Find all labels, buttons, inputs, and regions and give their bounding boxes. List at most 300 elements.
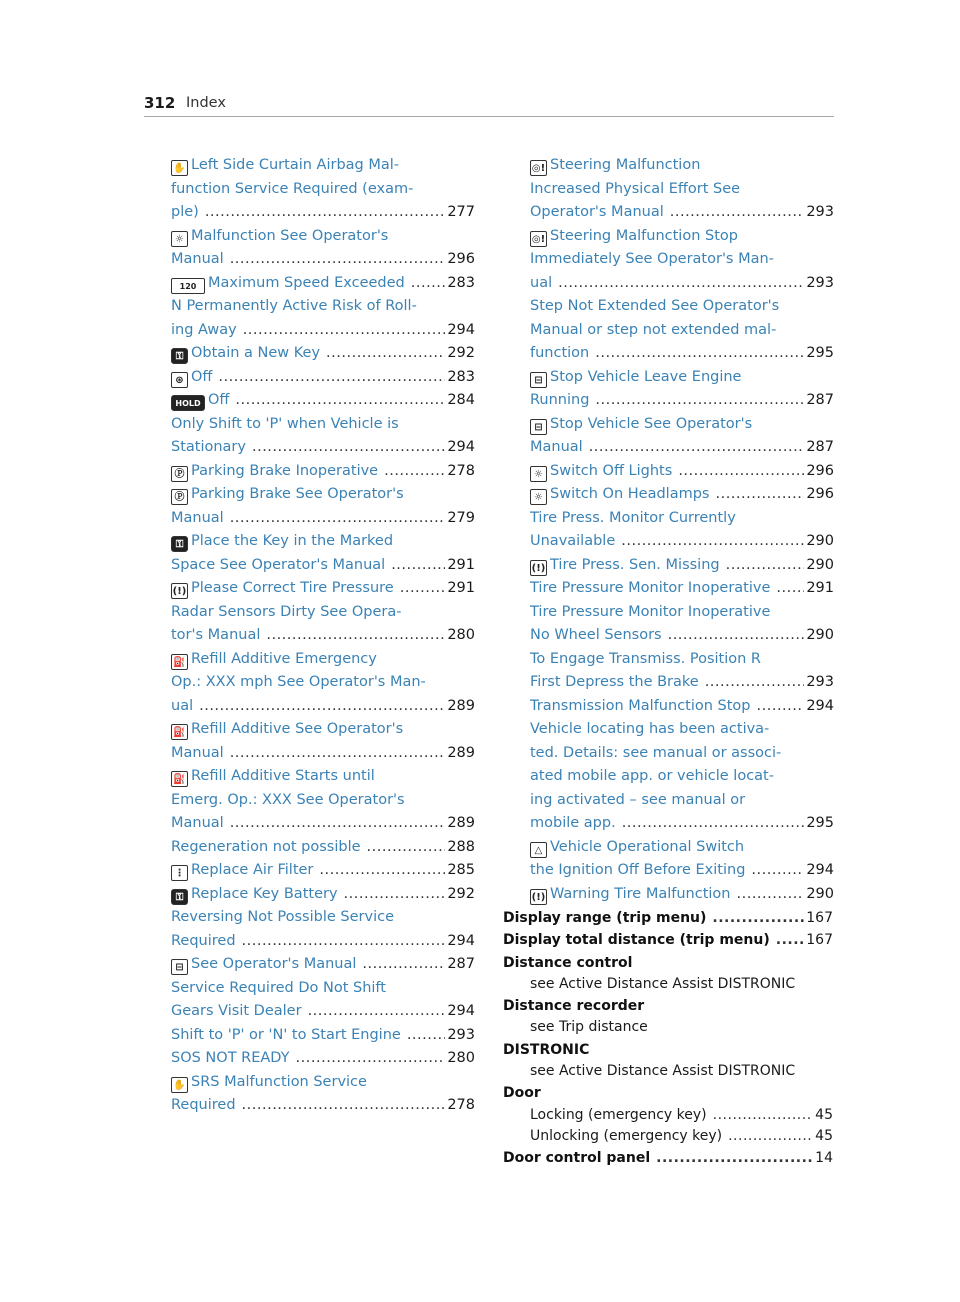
hold-icon: HOLD bbox=[171, 395, 205, 411]
entry-line bbox=[171, 436, 475, 460]
leader-dots bbox=[728, 1126, 813, 1147]
index-entry[interactable] bbox=[530, 836, 834, 883]
leader-dots bbox=[362, 953, 445, 977]
entry-line bbox=[171, 906, 475, 930]
entry-line bbox=[171, 765, 475, 789]
entry-text[interactable]: N Permanently Active Risk of Roll- bbox=[171, 298, 417, 314]
main-entry-title[interactable]: Display range (trip menu) bbox=[503, 910, 707, 926]
parking-brake-icon: Ⓟ bbox=[171, 489, 188, 505]
entry-text[interactable]: △ Vehicle Operational Switch bbox=[530, 839, 744, 855]
main-entry-title[interactable]: Distance recorder bbox=[503, 998, 645, 1015]
index-entry[interactable] bbox=[530, 601, 834, 648]
entry-line bbox=[530, 671, 834, 695]
index-entry[interactable] bbox=[171, 836, 475, 860]
entry-text[interactable]: Tire Pressure Monitor Inoperative bbox=[530, 580, 771, 596]
entry-line bbox=[171, 648, 475, 672]
entry-line bbox=[530, 530, 834, 554]
entry-text[interactable]: ◎! Steering Malfunction Stop bbox=[531, 227, 738, 245]
entry-line bbox=[171, 530, 475, 554]
main-index-entry[interactable] bbox=[503, 1083, 833, 1147]
index-entry[interactable] bbox=[171, 295, 475, 342]
index-entry[interactable] bbox=[171, 460, 475, 484]
page-ref[interactable]: 280 bbox=[447, 627, 475, 643]
page-ref[interactable]: 290 bbox=[806, 533, 834, 549]
index-entry[interactable] bbox=[530, 460, 834, 484]
entry-line bbox=[530, 342, 834, 366]
key-icon: ⚿ bbox=[171, 889, 188, 905]
leader-dots bbox=[242, 930, 446, 954]
entry-text[interactable]: Emerg. Op.: XXX See Operator's bbox=[171, 791, 405, 808]
entry-line bbox=[171, 1047, 475, 1071]
index-entry[interactable] bbox=[171, 154, 475, 225]
entry-line bbox=[530, 178, 834, 202]
entry-text[interactable]: ⋮ Replace Air Filter bbox=[171, 859, 313, 883]
entry-text[interactable]: Reversing Not Possible Service bbox=[171, 909, 394, 925]
additive-icon: ⛽ bbox=[171, 724, 188, 740]
entry-line bbox=[171, 1024, 475, 1048]
main-index-entry[interactable] bbox=[503, 1148, 833, 1169]
page-ref[interactable]: 287 bbox=[806, 439, 834, 455]
main-entry-line bbox=[503, 996, 833, 1017]
main-entry-title[interactable]: Display total distance (trip menu) bbox=[503, 932, 770, 949]
entry-line bbox=[530, 554, 834, 578]
page-ref[interactable]: 45 bbox=[815, 1106, 833, 1123]
entry-text[interactable]: ing Away bbox=[171, 321, 237, 338]
entry-line bbox=[530, 859, 834, 883]
entry-text[interactable]: Regeneration not possible bbox=[171, 838, 361, 855]
entry-line bbox=[530, 413, 834, 437]
page-ref[interactable]: 289 bbox=[447, 815, 475, 831]
index-entry[interactable] bbox=[171, 859, 475, 883]
entry-text[interactable]: ⛽ Refill Additive See Operator's bbox=[171, 721, 403, 737]
sub-entry: see Active Distance Assist DISTRONIC bbox=[530, 975, 796, 992]
leader-dots bbox=[199, 695, 445, 719]
key-icon: ⚿ bbox=[171, 348, 188, 364]
entry-line bbox=[171, 789, 475, 813]
page-ref[interactable]: 292 bbox=[447, 345, 475, 361]
sub-entry[interactable] bbox=[503, 1126, 833, 1147]
entry-text[interactable]: Immediately See Operator's Man- bbox=[530, 251, 774, 267]
page-ref[interactable]: 296 bbox=[806, 486, 834, 502]
entry-line bbox=[530, 319, 834, 343]
entry-text[interactable]: HOLD Off bbox=[171, 389, 229, 413]
page-ref[interactable]: 285 bbox=[447, 862, 475, 878]
page-ref[interactable]: 294 bbox=[806, 697, 834, 714]
index-entry[interactable] bbox=[171, 1071, 475, 1118]
index-entry[interactable] bbox=[530, 577, 834, 601]
entry-line bbox=[530, 577, 834, 601]
page-ref[interactable]: 291 bbox=[806, 580, 834, 596]
entry-line bbox=[530, 389, 834, 413]
entry-line bbox=[171, 507, 475, 531]
page-ref[interactable]: 14 bbox=[815, 1150, 833, 1167]
index-entry[interactable] bbox=[171, 977, 475, 1024]
parking-brake-icon: Ⓟ bbox=[171, 466, 188, 482]
index-entry[interactable] bbox=[171, 883, 475, 907]
srs-airbag-icon: ✋ bbox=[171, 160, 188, 176]
sub-entry: see Trip distance bbox=[530, 1019, 648, 1036]
leader-dots bbox=[218, 366, 445, 390]
entry-line bbox=[171, 718, 475, 742]
warning-triangle-icon: △ bbox=[530, 842, 547, 858]
page-ref[interactable]: 294 bbox=[447, 932, 475, 949]
leader-dots bbox=[776, 577, 804, 601]
entry-line bbox=[171, 366, 475, 390]
section-title: Index bbox=[186, 95, 226, 111]
entry-text[interactable]: Shift to 'P' or 'N' to Start Engine bbox=[171, 1026, 401, 1043]
entry-line bbox=[530, 436, 834, 460]
index-entry[interactable] bbox=[171, 225, 475, 272]
entry-text[interactable]: Manual bbox=[530, 439, 583, 455]
page-ref[interactable]: 280 bbox=[447, 1050, 475, 1066]
page-ref[interactable]: 167 bbox=[806, 910, 833, 926]
header-rule bbox=[144, 116, 834, 117]
leader-dots bbox=[308, 1000, 446, 1024]
entry-text[interactable]: Space See Operator's Manual bbox=[171, 556, 386, 573]
entry-line bbox=[530, 789, 834, 813]
entry-text[interactable]: Ⓟ Parking Brake See Operator's bbox=[171, 486, 404, 502]
entry-line bbox=[171, 601, 475, 625]
entry-text[interactable]: Required bbox=[171, 932, 236, 949]
main-entry-title[interactable]: Distance control bbox=[503, 954, 633, 971]
entry-text[interactable]: To Engage Transmiss. Position R bbox=[530, 650, 761, 667]
index-entry[interactable] bbox=[530, 366, 834, 413]
entry-text[interactable]: No Wheel Sensors bbox=[530, 627, 662, 643]
page-ref[interactable]: 293 bbox=[806, 274, 834, 291]
page-ref[interactable]: 278 bbox=[447, 462, 475, 479]
leader-dots bbox=[670, 201, 805, 225]
index-entry[interactable] bbox=[171, 577, 475, 601]
tire-pressure-icon: (!) bbox=[530, 889, 547, 905]
entry-line bbox=[530, 695, 834, 719]
page-ref[interactable]: 293 bbox=[447, 1026, 475, 1043]
entry-text[interactable]: the Ignition Off Before Exiting bbox=[530, 862, 746, 878]
air-filter-icon: ⋮ bbox=[171, 865, 188, 881]
entry-text[interactable]: Transmission Malfunction Stop bbox=[530, 697, 751, 714]
entry-text[interactable]: Radar Sensors Dirty See Opera- bbox=[171, 603, 402, 620]
entry-text[interactable]: Unavailable bbox=[530, 533, 616, 549]
leader-dots bbox=[656, 1148, 813, 1169]
entry-text[interactable]: ual bbox=[530, 274, 553, 291]
entry-line bbox=[530, 883, 834, 907]
leader-dots bbox=[678, 460, 804, 484]
index-entry[interactable] bbox=[171, 342, 475, 366]
entry-text[interactable]: ✋ Left Side Curtain Airbag Mal- bbox=[171, 157, 399, 173]
entry-text[interactable]: ual bbox=[171, 697, 194, 714]
index-entry[interactable] bbox=[171, 389, 475, 413]
entry-text[interactable]: function Service Required (exam- bbox=[171, 180, 414, 197]
index-entry[interactable] bbox=[530, 554, 834, 578]
page-ref[interactable]: 278 bbox=[447, 1097, 475, 1113]
leader-dots bbox=[712, 908, 804, 929]
page-ref[interactable]: 277 bbox=[447, 204, 475, 220]
leader-dots bbox=[243, 319, 446, 343]
page-ref[interactable]: 283 bbox=[447, 274, 475, 291]
entry-text[interactable]: ⚿ Place the Key in the Marked bbox=[171, 533, 393, 549]
entry-line bbox=[171, 319, 475, 343]
leader-dots bbox=[367, 836, 446, 860]
light-malfunction-icon: ☼ bbox=[530, 489, 547, 505]
entry-line bbox=[530, 483, 834, 507]
entry-text[interactable]: Running bbox=[530, 392, 590, 408]
leader-dots bbox=[726, 554, 805, 578]
entry-text[interactable]: Service Required Do Not Shift bbox=[171, 979, 386, 996]
entry-text[interactable]: Manual or step not extended mal- bbox=[530, 321, 777, 338]
leader-dots bbox=[391, 554, 445, 578]
entry-text[interactable]: function bbox=[530, 345, 590, 361]
tire-pressure-icon: (!) bbox=[530, 560, 547, 576]
index-entry[interactable] bbox=[530, 507, 834, 554]
entry-line bbox=[530, 272, 834, 296]
page-ref[interactable]: 287 bbox=[806, 392, 834, 408]
main-entry-line bbox=[503, 908, 833, 929]
main-entry-title[interactable]: Door bbox=[503, 1085, 541, 1102]
entry-text[interactable]: Gears Visit Dealer bbox=[171, 1003, 302, 1019]
page-ref[interactable]: 294 bbox=[447, 439, 475, 455]
page-ref[interactable]: 292 bbox=[447, 885, 475, 902]
index-entry[interactable] bbox=[171, 413, 475, 460]
entry-text[interactable]: Manual bbox=[171, 744, 224, 761]
page-ref[interactable]: 283 bbox=[447, 368, 475, 385]
entry-text[interactable]: ✋ SRS Malfunction Service bbox=[171, 1074, 367, 1090]
index-entry[interactable] bbox=[171, 601, 475, 648]
entry-text[interactable]: Tire Press. Monitor Currently bbox=[530, 509, 736, 526]
index-entry[interactable] bbox=[530, 648, 834, 695]
leader-dots bbox=[296, 1047, 446, 1071]
entry-text[interactable]: ⊛ Off bbox=[171, 366, 212, 390]
entry-text[interactable]: mobile app. bbox=[530, 815, 616, 831]
main-index-entry[interactable] bbox=[503, 908, 833, 929]
entry-text[interactable]: ⊟ Stop Vehicle See Operator's bbox=[530, 416, 752, 432]
entry-text[interactable]: ☼ Switch Off Lights bbox=[530, 460, 672, 484]
index-entry[interactable] bbox=[171, 648, 475, 719]
entry-line bbox=[171, 577, 475, 601]
main-entry-line bbox=[503, 1083, 833, 1104]
leader-dots bbox=[757, 695, 805, 719]
entry-text[interactable]: 120 Maximum Speed Exceeded bbox=[171, 272, 405, 296]
index-entry[interactable] bbox=[530, 883, 834, 907]
sub-entry-text: Locking (emergency key) bbox=[530, 1106, 707, 1123]
entry-line bbox=[171, 342, 475, 366]
index-entry[interactable] bbox=[171, 366, 475, 390]
index-entry[interactable] bbox=[530, 718, 834, 836]
entry-line bbox=[530, 624, 834, 648]
light-malfunction-icon: ☼ bbox=[530, 466, 547, 482]
page-ref[interactable]: 294 bbox=[447, 321, 475, 338]
page-ref[interactable]: 290 bbox=[806, 885, 834, 902]
entry-line bbox=[171, 554, 475, 578]
entry-text[interactable]: Only Shift to 'P' when Vehicle is bbox=[171, 415, 399, 432]
steering-malfunction-icon: ◎! bbox=[530, 160, 547, 176]
entry-line bbox=[171, 389, 475, 413]
entry-text[interactable]: ple) bbox=[171, 204, 199, 220]
page-ref[interactable]: 289 bbox=[447, 697, 475, 714]
entry-text[interactable]: ⛽ Refill Additive Starts until bbox=[171, 768, 375, 784]
battery-icon: ⊟ bbox=[171, 959, 188, 975]
entry-text[interactable]: Required bbox=[171, 1097, 236, 1113]
main-index-entry[interactable] bbox=[503, 1040, 833, 1083]
main-entry-title[interactable]: Door control panel bbox=[503, 1150, 651, 1167]
entry-line bbox=[171, 248, 475, 272]
leader-dots bbox=[326, 342, 445, 366]
entry-line bbox=[530, 718, 834, 742]
entry-line bbox=[171, 812, 475, 836]
index-entry[interactable] bbox=[171, 530, 475, 577]
page-ref[interactable]: 293 bbox=[806, 204, 834, 220]
index-entry[interactable] bbox=[171, 1024, 475, 1048]
entry-text[interactable]: ated mobile app. or vehicle locat- bbox=[530, 768, 774, 784]
entry-text[interactable]: tor's Manual bbox=[171, 627, 261, 643]
index-entry[interactable] bbox=[530, 225, 834, 296]
entry-line bbox=[530, 295, 834, 319]
entry-text[interactable]: Op.: XXX mph See Operator's Man- bbox=[171, 674, 426, 690]
battery-icon: ⊟ bbox=[530, 419, 547, 435]
entry-text[interactable]: First Depress the Brake bbox=[530, 674, 699, 690]
entry-text[interactable]: Increased Physical Effort See bbox=[530, 180, 741, 197]
entry-line bbox=[171, 225, 475, 249]
leader-dots bbox=[230, 248, 446, 272]
speed-limit-icon: 120 bbox=[171, 278, 205, 294]
entry-text[interactable]: Vehicle locating has been activa- bbox=[530, 721, 770, 737]
main-entry-line bbox=[503, 1148, 833, 1169]
main-index-entries bbox=[503, 908, 833, 1171]
page-ref[interactable]: 295 bbox=[806, 345, 834, 361]
index-entry[interactable] bbox=[530, 413, 834, 460]
page-ref[interactable]: 288 bbox=[447, 838, 475, 855]
entry-line bbox=[530, 601, 834, 625]
leader-dots bbox=[344, 883, 446, 907]
key-icon: ⚿ bbox=[171, 536, 188, 552]
index-entry[interactable] bbox=[530, 483, 834, 507]
entry-text[interactable]: SOS NOT READY bbox=[171, 1050, 290, 1066]
sub-entry-text: Unlocking (emergency key) bbox=[530, 1127, 723, 1144]
index-entry[interactable] bbox=[171, 483, 475, 530]
index-entry[interactable] bbox=[171, 718, 475, 765]
entry-text[interactable]: (!) Warning Tire Malfunction bbox=[531, 885, 731, 903]
entry-text[interactable]: ⚿ Obtain a New Key bbox=[171, 342, 320, 366]
entry-text[interactable]: (!) Please Correct Tire Pressure bbox=[172, 580, 394, 597]
entry-text[interactable]: ⚿ Replace Key Battery bbox=[171, 883, 338, 907]
index-entry[interactable] bbox=[530, 295, 834, 366]
entry-text[interactable]: Manual bbox=[171, 251, 224, 267]
leader-dots bbox=[621, 530, 804, 554]
leader-dots bbox=[595, 389, 804, 413]
entry-line bbox=[171, 624, 475, 648]
entry-line bbox=[171, 953, 475, 977]
entry-line bbox=[530, 812, 834, 836]
page-header bbox=[144, 94, 834, 118]
page-ref[interactable]: 291 bbox=[447, 556, 475, 573]
page-ref[interactable]: 293 bbox=[806, 674, 834, 690]
main-index-entry[interactable] bbox=[503, 996, 833, 1039]
leader-dots bbox=[589, 436, 805, 460]
index-entry[interactable] bbox=[530, 154, 834, 225]
entry-text[interactable]: ☼ Malfunction See Operator's bbox=[171, 228, 388, 244]
entry-text[interactable]: ted. Details: see manual or associ- bbox=[530, 744, 782, 761]
tire-pressure-icon: (!) bbox=[171, 583, 188, 599]
index-entry[interactable] bbox=[171, 953, 475, 977]
main-index-entry[interactable] bbox=[503, 953, 833, 996]
page-ref[interactable]: 45 bbox=[815, 1127, 833, 1144]
entry-line bbox=[171, 272, 475, 296]
sub-entry[interactable] bbox=[503, 1105, 833, 1126]
leader-dots bbox=[384, 460, 445, 484]
leader-dots bbox=[737, 883, 805, 907]
page-ref[interactable]: 294 bbox=[447, 1003, 475, 1019]
page-ref[interactable]: 296 bbox=[447, 251, 475, 267]
entry-text[interactable]: (!) Tire Press. Sen. Missing bbox=[531, 556, 720, 574]
page-ref[interactable]: 295 bbox=[806, 815, 834, 831]
leader-dots bbox=[411, 272, 446, 296]
page-ref[interactable]: 289 bbox=[447, 744, 475, 761]
entry-line bbox=[171, 930, 475, 954]
page-ref[interactable]: 284 bbox=[447, 392, 475, 408]
entry-line bbox=[171, 295, 475, 319]
entry-line bbox=[171, 671, 475, 695]
entry-line bbox=[171, 1000, 475, 1024]
entry-text[interactable]: Stationary bbox=[171, 439, 246, 455]
entry-text[interactable]: ☼ Switch On Headlamps bbox=[530, 483, 709, 507]
leader-dots bbox=[713, 1105, 814, 1126]
entry-text[interactable]: Step Not Extended See Operator's bbox=[530, 298, 780, 314]
entry-line bbox=[171, 460, 475, 484]
entry-text[interactable]: ⛽ Refill Additive Emergency bbox=[171, 651, 377, 667]
main-index-entry[interactable] bbox=[503, 930, 833, 951]
page-ref[interactable]: 290 bbox=[806, 556, 834, 573]
main-entry-title[interactable]: DISTRONIC bbox=[503, 1041, 590, 1058]
leader-dots bbox=[776, 930, 805, 951]
entry-text[interactable]: ⊟ See Operator's Manual bbox=[171, 953, 356, 977]
leader-dots bbox=[715, 483, 804, 507]
entry-text[interactable]: Tire Pressure Monitor Inoperative bbox=[530, 603, 771, 620]
leader-dots bbox=[751, 859, 804, 883]
page-ref[interactable]: 294 bbox=[806, 862, 834, 878]
page-number: 312 bbox=[144, 94, 176, 112]
index-entry[interactable] bbox=[171, 1047, 475, 1071]
entry-text[interactable]: Ⓟ Parking Brake Inoperative bbox=[171, 460, 378, 484]
entry-line bbox=[171, 883, 475, 907]
index-entry[interactable] bbox=[171, 765, 475, 836]
entry-line bbox=[530, 765, 834, 789]
entry-text[interactable]: ing activated – see manual or bbox=[530, 791, 746, 808]
additive-icon: ⛽ bbox=[171, 771, 188, 787]
index-entry[interactable] bbox=[171, 906, 475, 953]
entry-line bbox=[171, 1071, 475, 1095]
entry-text[interactable]: Manual bbox=[171, 509, 224, 526]
page-ref[interactable]: 167 bbox=[806, 932, 833, 949]
page-ref[interactable]: 290 bbox=[806, 627, 834, 643]
page-ref[interactable]: 287 bbox=[447, 956, 475, 972]
leader-dots bbox=[252, 436, 445, 460]
entry-line bbox=[530, 836, 834, 860]
entry-line bbox=[530, 154, 834, 178]
index-entry[interactable] bbox=[171, 272, 475, 296]
entry-line bbox=[530, 648, 834, 672]
entry-line bbox=[530, 366, 834, 390]
leader-dots bbox=[668, 624, 805, 648]
entry-text[interactable]: Operator's Manual bbox=[530, 204, 664, 220]
entry-text[interactable]: ◎! Steering Malfunction bbox=[531, 157, 701, 174]
entry-line bbox=[530, 225, 834, 249]
entry-text[interactable]: ⊟ Stop Vehicle Leave Engine bbox=[530, 369, 741, 385]
index-entry[interactable] bbox=[530, 695, 834, 719]
entry-text[interactable]: Manual bbox=[171, 815, 224, 831]
page-ref[interactable]: 291 bbox=[447, 580, 475, 596]
page-ref[interactable]: 279 bbox=[447, 509, 475, 526]
entry-line bbox=[171, 742, 475, 766]
light-malfunction-icon: ☼ bbox=[171, 231, 188, 247]
page-ref[interactable]: 296 bbox=[806, 462, 834, 479]
